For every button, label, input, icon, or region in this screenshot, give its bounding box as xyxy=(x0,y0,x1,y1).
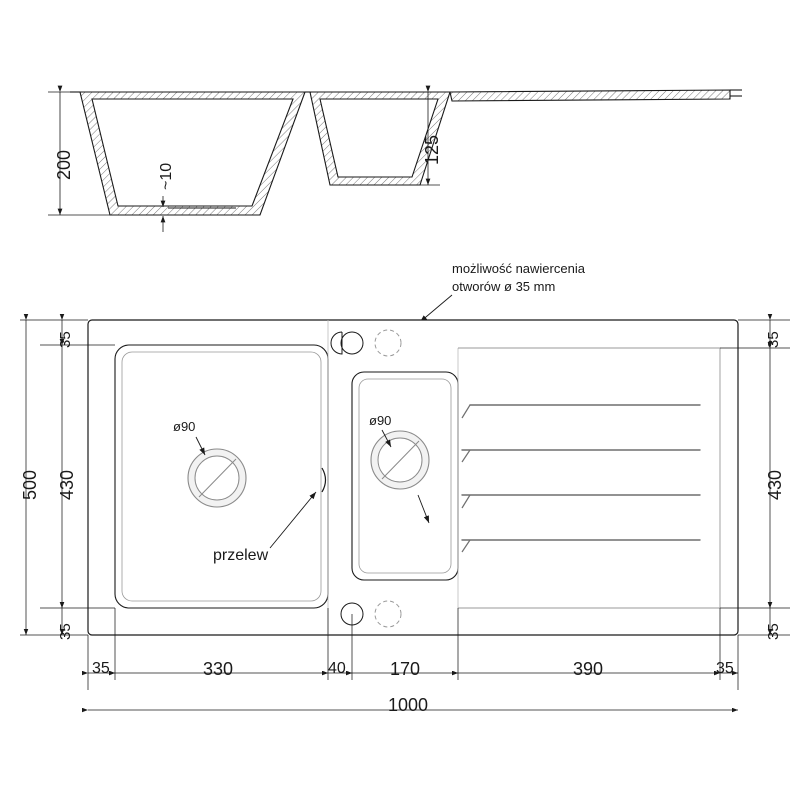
small-drain-diameter-label: ø90 xyxy=(369,413,392,428)
main-drain-diameter-label: ø90 xyxy=(173,419,196,434)
plan-view-group xyxy=(88,320,738,635)
note-leader xyxy=(420,295,452,322)
left-margin-label: 35 xyxy=(92,660,110,677)
section-view-group xyxy=(70,90,742,215)
drill-note-line1: możliwość nawiercenia xyxy=(452,261,585,276)
overall-height-label: 500 xyxy=(20,469,40,500)
section-wall-thickness-label: ~10 xyxy=(158,162,175,190)
left-inner-height-label: 430 xyxy=(57,469,77,500)
section-depth-main-label: 200 xyxy=(54,149,74,180)
drainer-width-label: 390 xyxy=(573,659,604,679)
bowl-gap-label: 40 xyxy=(328,660,346,677)
left-top-margin-label: 35 xyxy=(57,331,74,348)
right-bottom-margin-label: 35 xyxy=(765,623,782,640)
overall-width-label: 1000 xyxy=(388,695,429,715)
right-inner-height-label: 430 xyxy=(765,469,785,500)
main-bowl-width-label: 330 xyxy=(203,659,234,679)
left-bottom-margin-label: 35 xyxy=(57,623,74,640)
right-margin-label: 35 xyxy=(716,660,734,677)
drill-note-line2: otworów ø 35 mm xyxy=(452,279,556,294)
small-bowl-width-label: 170 xyxy=(390,659,421,679)
right-top-margin-label: 35 xyxy=(765,331,782,348)
section-depth-small-label: 125 xyxy=(422,134,442,165)
overflow-label: przelew xyxy=(213,547,269,564)
